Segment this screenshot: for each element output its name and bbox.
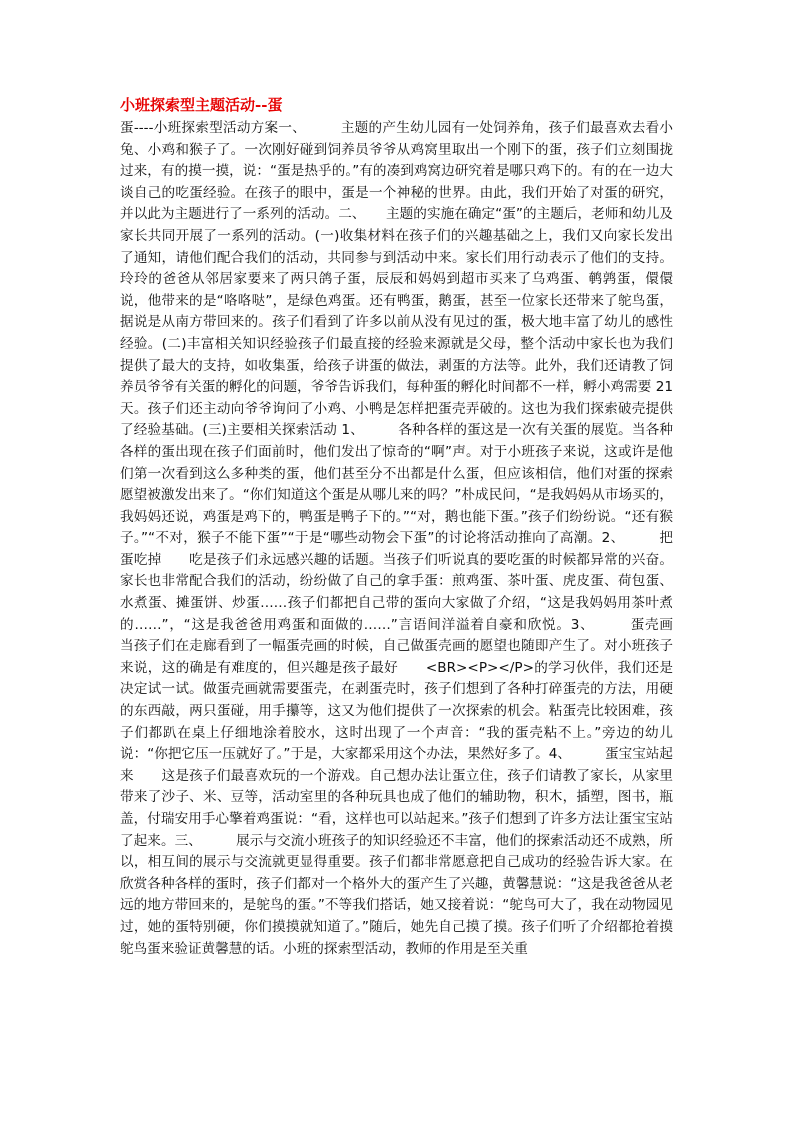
document-body: 蛋----小班探索型活动方案一、 主题的产生幼儿园有一处饲养角，孩子们最喜欢去看小兔、小鸡和猴子了。一次刚好碰到饲养员爷爷从鸡窝里取出一个刚下的蛋，孩子们立刻围拢过来，有的摸一摸，说：“蛋是热乎的。”有的凑到鸡窝边研究着是哪只鸡下的。有的在一边大谈自己的吃蛋经验。在孩子的眼中，蛋是一个神秘的世界。由此，我们开始了对蛋的研究，并以此为主题进行了一系列的活动。二、 主题的实施在确定“蛋”的主题后，老师和幼儿及家长共同开展了一系列的活动。(一)收集材料在孩子们的兴趣基础之上，我们又向家长发出了通知，请他们配合我们的活动，共同参与到活动中来。家长们用行动表示了他们的支持。玲玲的爸爸从邻居家要来了两只鸽子蛋，辰辰和妈妈到超市买来了乌鸡蛋、鹌鹑蛋，儇儇说，他带来的是“咯咯哒”，是绿色鸡蛋。还有鸭蛋，鹅蛋，甚至一位家长还带来了鸵鸟蛋，据说是从南方带回来的。孩子们看到了许多以前从没有见过的蛋，极大地丰富了幼儿的感性经验。(二)丰富相关知识经验孩子们最直接的经验来源就是父母，整个活动中家长也为我们提供了最大的支持，如收集蛋，给孩子讲蛋的做法，剥蛋的方法等。此外，我们还请教了饲养员爷爷有关蛋的孵化的问题，爷爷告诉我们，每种蛋的孵化时间都不一样，孵小鸡需要 21 天。孩子们还主动向爷爷询问了小鸡、小鸭是怎样把蛋壳弄破的。这也为我们探索破壳提供了经验基础。(三)主要相关探索活动 1、 各种各样的蛋这是一次有关蛋的展览。当各种各样的蛋出现在孩子们面前时，他们发出了惊奇的“啊”声。对于小班孩子来说，这或许是他们第一次看到这么多种类的蛋，他们甚至分不出都是什么蛋，但应该相信，他们对蛋的探索愿望被激发出来了。“你们知道这个蛋是从哪儿来的吗？”朴成民问，“是我妈妈从市场买的，我妈妈还说，鸡蛋是鸡下的，鸭蛋是鸭子下的。”“对，鹅也能下蛋。”孩子们纷纷说。“还有猴子。”“不对，猴子不能下蛋”“于是“哪些动物会下蛋”的讨论将活动推向了高潮。2、 把蛋吃掉 吃是孩子们永远感兴趣的话题。当孩子们听说真的要吃蛋的时候都异常的兴奋。家长也非常配合我们的活动，纷纷做了自己的拿手蛋：煎鸡蛋、茶叶蛋、虎皮蛋、荷包蛋、水煮蛋、摊蛋饼、炒蛋……孩子们都把自己带的蛋向大家做了介绍，“这是我妈妈用茶叶煮的……”，“这是我爸爸用鸡蛋和面做的……”言语间洋溢着自豪和欣悦。3、 蛋壳画 当孩子们在走廊看到了一幅蛋壳画的时候，自己做蛋壳画的愿望也随即产生了。对小班孩子来说，这的确是有难度的，但兴趣是孩子最好 <BR><P></P>的学习伙伴，我们还是决定试一试。做蛋壳画就需要蛋壳，在剥蛋壳时，孩子们想到了各种打碎蛋壳的方法，用硬的东西敲，两只蛋碰，用手攥等，这又为他们提供了一次探索的机会。粘蛋壳比较困难，孩子们都趴在桌上仔细地涂着胶水，这时出现了一个声音：“我的蛋壳粘不上。”旁边的幼儿说：“你把它压一压就好了。”于是，大家都采用这个办法，果然好多了。4、 蛋宝宝站起来 这是孩子们最喜欢玩的一个游戏。自己想办法让蛋立住，孩子们请教了家长，从家里带来了沙子、米、豆等，活动室里的各种玩具也成了他们的辅助物，积木，插塑，图书，瓶盖，付瑞安用手心擎着鸡蛋说：“看，这样也可以站起来。”孩子们想到了许多方法让蛋宝宝站了起来。三、 展示与交流小班孩子的知识经验还不丰富，他们的探索活动还不成熟，所以，相互间的展示与交流就更显得重要。孩子们都非常愿意把自己成功的经验告诉大家。在欣赏各种各样的蛋时，孩子们都对一个格外大的蛋产生了兴趣，黄馨慧说：“这是我爸爸从老远的地方带回来的，是鸵鸟的蛋。”不等我们搭话，她又接着说：“鸵鸟可大了，我在动物园见过，她的蛋特别硬，你们摸摸就知道了。”随后，她先自己摸了摸。孩子们听了介绍都抢着摸鸵鸟蛋来验证黄馨慧的话。小班的探索型活动，教师的作用是至关重 bbox=[120, 120, 701, 957]
document-title: 小班探索型主题活动--蛋 bbox=[120, 96, 283, 114]
